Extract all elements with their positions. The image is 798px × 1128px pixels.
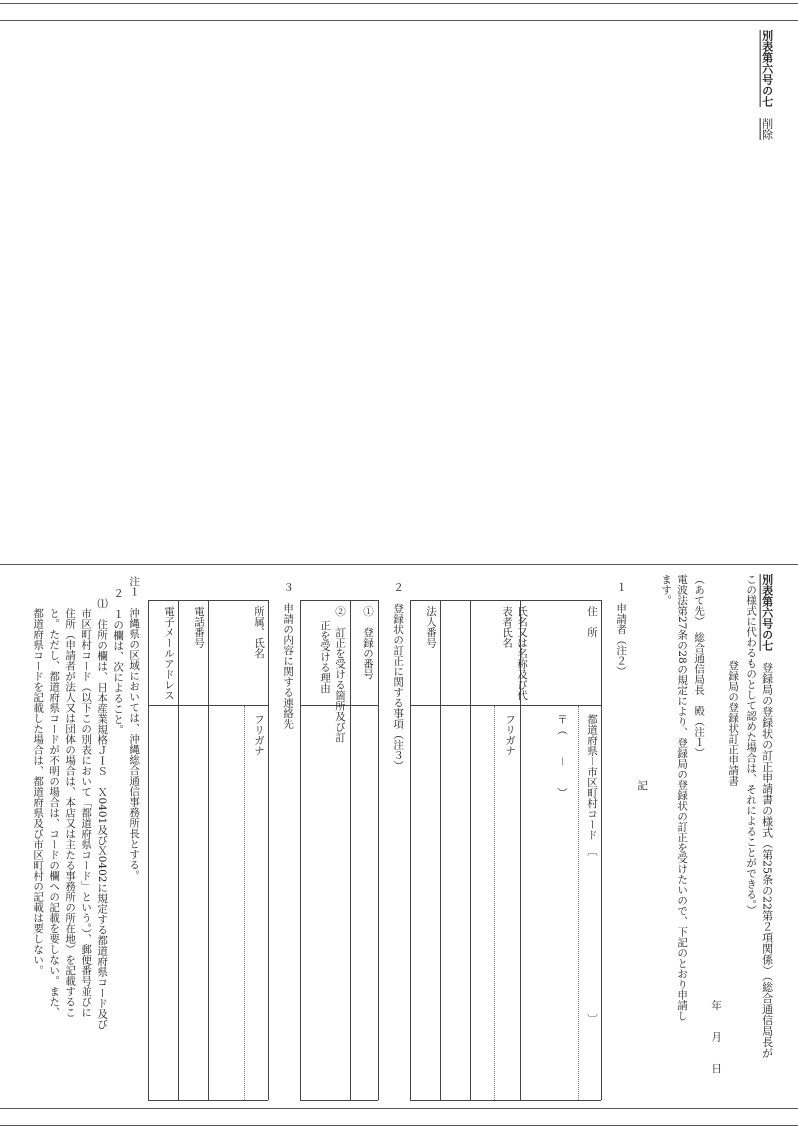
form-subtitle-line: この様式に代わるものとして認めた場合は、それによることができる。） xyxy=(745,574,758,916)
table1-name-bottom xyxy=(470,600,471,1100)
middle-rule xyxy=(0,564,798,565)
note-2-1e: 都道府県コードを記載した場合は、都道府県及び市区町村の記載は要しない。 xyxy=(32,608,45,976)
top-rule xyxy=(0,20,798,21)
note-2: ２ １の欄は、次によること。 xyxy=(112,588,125,735)
table3-affil-bottom xyxy=(208,600,209,1100)
postal-code: 〒（ － ） xyxy=(556,714,568,798)
section-2-heading: ２ 登録状の訂正に関する事項（注３） xyxy=(392,582,405,771)
table2-mid xyxy=(350,600,351,1100)
name-label: 氏名又は名称及び代 表者氏名 xyxy=(501,606,528,701)
affil-dotted-divider xyxy=(244,706,245,1100)
bottom-rule xyxy=(0,1108,798,1109)
table2-left xyxy=(300,600,301,1100)
note-1: 注１ 沖縄県の区域においては、沖縄総合通信事務所長とする。 xyxy=(128,576,141,881)
email-label: 電子メールアドレス xyxy=(163,606,175,701)
table1-corp-top xyxy=(410,600,440,601)
table1-left xyxy=(440,600,441,1100)
table2-bottom xyxy=(300,1100,378,1101)
note-2-1d: と。ただし、都道府県コードが不明の場合は、コードの欄への記載を要しない。また、 xyxy=(48,608,61,1018)
name-dotted-divider xyxy=(494,706,495,1100)
form-title-line: 別表第六号の七 登録局の登録状の訂正申請書の様式（第25条の22第２項関係）（総合通信局長が xyxy=(760,574,774,1059)
affiliation-name-label: 所属、氏名 xyxy=(253,606,265,659)
table3-phone-bottom xyxy=(178,600,179,1100)
intro-line-1: 電波法第27条の28の規定により、登録局の登録状の訂正を受けたいので、下記のとおり申請し xyxy=(676,574,689,1021)
table1-col-divider xyxy=(440,705,601,706)
note-2-1c: 住所（申請者が法人又は団体の場合は、本店又は主たる事務所の所在地）を記載するこ xyxy=(64,608,77,1018)
document-heading: 登録局の登録状訂正申請書 xyxy=(727,660,740,786)
table1-corp-bottom xyxy=(410,1100,440,1101)
date-field: 年 月 日 xyxy=(710,1000,723,1074)
note-2-1a: ⑴ 住所の欄は、日本産業規格ＪＩＳ Ｘ0401及びＸ0402に規定する都道府県コード及び xyxy=(96,598,109,1030)
section-3-heading: ３ 申請の内容に関する連絡先 xyxy=(282,582,295,729)
table1-top xyxy=(440,600,601,601)
note-2-1b: 市区町村コード（以下この別表において「都道府県コード」という。）、郵便番号並びに xyxy=(80,608,93,1018)
correction-label: ② 訂正を受ける箇所及び訂 正を受ける理由 xyxy=(319,606,346,743)
furigana-label: フリガナ xyxy=(504,714,516,756)
corp-number-label: 法人番号 xyxy=(425,606,437,648)
table1-right xyxy=(601,600,602,1100)
bottom-border xyxy=(0,1125,798,1126)
ki-label: 記 xyxy=(636,780,649,791)
intro-line-2: ます。 xyxy=(660,574,673,606)
table1-bottom xyxy=(440,1100,601,1101)
table3-bottom xyxy=(148,1100,268,1101)
furigana-label-2: フリガナ xyxy=(253,714,265,756)
deleted-table-heading: 別表第六号の七 削除 xyxy=(760,30,774,140)
addressee: （あて先） 総合通信局長 殿（注１） xyxy=(693,574,706,758)
table3-col-divider xyxy=(148,705,268,706)
table2-top xyxy=(300,600,378,601)
top-border xyxy=(0,3,798,4)
phone-label: 電話番号 xyxy=(193,606,205,648)
registration-number-label: ① 登録の番号 xyxy=(362,606,374,680)
table3-top xyxy=(148,600,268,601)
section-1-heading: １ 申請者（注２） xyxy=(615,582,628,677)
address-label: 住 所 xyxy=(586,606,598,638)
table3-right xyxy=(268,600,269,1100)
table1-corp-divider xyxy=(410,705,440,706)
table1-corp-left xyxy=(410,600,411,1100)
prefecture-code: 都道府県－市区町村コード 〔 〕 xyxy=(586,714,598,1024)
table3-left xyxy=(148,600,149,1100)
table2-right xyxy=(378,600,379,1100)
address-dotted-divider xyxy=(578,706,579,1100)
